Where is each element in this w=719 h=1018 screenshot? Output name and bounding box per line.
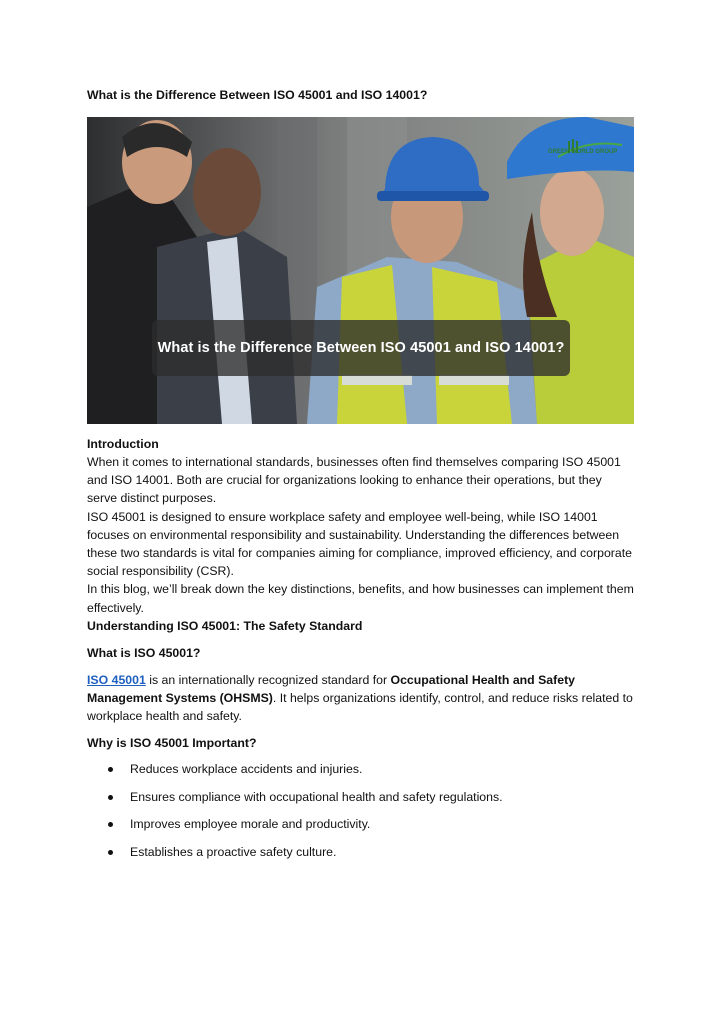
bullet-icon: [108, 767, 113, 772]
hero-banner: [152, 320, 570, 376]
list-item: Reduces workplace accidents and injuries.: [87, 760, 635, 778]
green-world-group-logo: [548, 135, 626, 175]
bullet-icon: [108, 795, 113, 800]
iso45001-link[interactable]: ISO 45001: [87, 672, 146, 687]
what-text-1: is an internationally recognized standard for: [145, 672, 391, 687]
intro-paragraph-2: ISO 45001 is designed to ensure workplace safety and employee well-being, while ISO 14001 focuses on environmental responsibility and sustainability. Understanding the differences between these two standards is vital for companies aiming for compliance, improved efficiency, and corporate social responsibility (CSR).: [87, 509, 632, 579]
why-heading: Why is ISO 45001 Important?: [87, 736, 257, 751]
document-content: [87, 86, 635, 870]
hero-image: [87, 117, 634, 424]
list-item: Establishes a proactive safety culture.: [87, 843, 635, 861]
list-item: Improves employee morale and productivity.: [87, 815, 635, 833]
intro-heading: Introduction: [87, 437, 159, 451]
benefits-list: [87, 760, 635, 860]
bullet-icon: [108, 850, 113, 855]
bullet-icon: [108, 822, 113, 827]
intro-paragraph-3: In this blog, we’ll break down the key distinctions, benefits, and how businesses can implement them effectively.: [87, 582, 634, 615]
section-heading-iso45001: Understanding ISO 45001: The Safety Standard: [87, 618, 363, 633]
hero-banner-text: What is the Difference Between ISO 45001 and ISO 14001?: [157, 340, 565, 356]
logo-mark-icon: [548, 135, 626, 175]
what-text-2: . It helps organizations identify, control, and reduce risks related to workplace health and safety.: [87, 691, 633, 724]
what-is-paragraph: [87, 671, 635, 726]
intro-paragraph-1: When it comes to international standards, businesses often find themselves comparing ISO 45001 and ISO 14001. Both are crucial for organizations looking to enhance their operations, but they serve distinct purposes.: [87, 455, 621, 506]
logo-text: GREEN WORLD GROUP: [548, 149, 618, 155]
list-item: Ensures compliance with occupational health and safety regulations.: [87, 788, 635, 806]
what-bold: Occupational Health and Safety Management Systems (OHSMS): [87, 672, 576, 706]
document-title: What is the Difference Between ISO 45001 and ISO 14001?: [87, 88, 428, 102]
what-is-heading: What is ISO 45001?: [87, 645, 201, 660]
